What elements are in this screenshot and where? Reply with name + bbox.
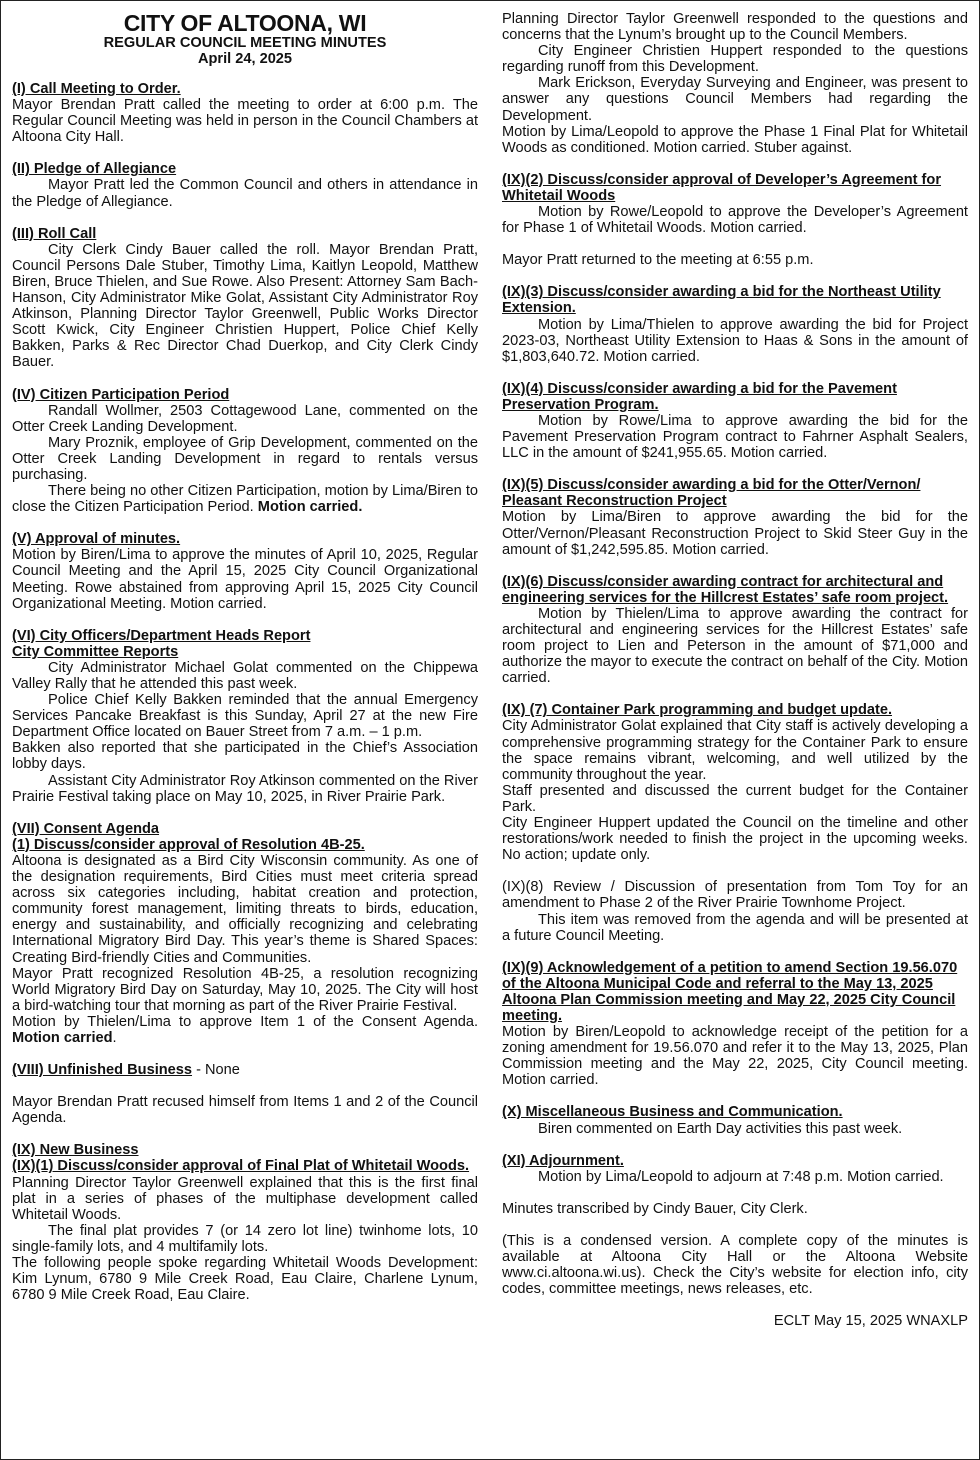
section-heading: (IX) (7) Container Park programming and budget update.	[502, 702, 893, 719]
section-citizen-participation	[12, 387, 478, 516]
paragraph: City Administrator Golat explained that City staff is actively developing a comprehensive programming strategy for the Container Park to ensure the space remains vibrant, welcoming, and well utilized by the community throughout the year.	[502, 718, 968, 783]
section-transcribed	[502, 1201, 968, 1217]
paragraph: Altoona is designated as a Bird City Wisconsin community. As one of the designation requirements, Bird Cities must meet criteria spread across six categories including, habitat creation and protection, community forest management, limiting threats to birds, education, energy and sustainability, and officially recognizing and celebrating International Migratory Bird Day. This year’s theme is Shared Spaces: Creating Bird-friendly Cities and Communities.	[12, 852, 478, 966]
paragraph: Biren commented on Earth Day activities this past week.	[538, 1120, 903, 1137]
section-petition-amend	[502, 960, 968, 1089]
section-condensed-note	[502, 1233, 968, 1297]
paragraph: City Engineer Christien Huppert responded to the questions regarding runoff from this Development.	[502, 43, 968, 76]
section-heading: (III) Roll Call	[12, 225, 97, 242]
meeting-date: April 24, 2025	[197, 51, 293, 67]
section-unfinished-business	[12, 1062, 478, 1078]
section-roll-call	[12, 226, 478, 371]
section-recusal	[12, 1094, 478, 1126]
paragraph: City Administrator Michael Golat commented on the Chippewa Valley Rally that he attended this past week.	[12, 659, 478, 692]
paragraph: Motion by Thielen/Lima to approve awarding the contract for architectural and engineering services for the Hillcrest Estates’ safe room project to Lien and Peterson in the amount of $71,000 and authorize the mayor to execute the contract on behalf of the City. Motion carried.	[502, 605, 968, 687]
paragraph: Police Chief Kelly Bakken reminded that the annual Emergency Services Pancake Breakfast is this Sunday, April 27 at the new Fire Department Office located on Bauer Street from 7 a.m. – 1 p.m.	[12, 692, 478, 741]
paragraph	[12, 1062, 478, 1078]
section-heading: (IX) New Business	[12, 1142, 139, 1159]
section-heading: (IV) Citizen Participation Period	[12, 386, 230, 403]
section-heading: (IX)(3) Discuss/consider awarding a bid for the Northeast Utility Extension.	[502, 284, 941, 317]
paragraph: City Engineer Huppert updated the Council on the timeline and other restorations/work needed to finish the project in the upcoming weeks. No action; update only.	[502, 815, 968, 864]
paragraph: Mary Proznik, employee of Grip Development, commented on the Otter Creek Landing Development in regard to rentals versus purchasing.	[12, 434, 478, 483]
paragraph-text: Motion by Thielen/Lima to approve Item 1 of the Consent Agenda.	[12, 1013, 478, 1030]
page-title: CITY OF ALTOONA, WI	[123, 10, 367, 36]
section-heading: (VIII) Unfinished Business	[12, 1062, 193, 1079]
paragraph: Minutes transcribed by Cindy Bauer, City Clerk.	[502, 1200, 808, 1217]
section-heading: (IX)(4) Discuss/consider awarding a bid for the Pavement Preservation Program.	[502, 380, 897, 413]
section-heading: (IX)(2) Discuss/consider approval of Developer’s Agreement for Whitetail Woods	[502, 171, 942, 204]
paragraph: Motion by Thielen/Lima to approve Item 1 of the Consent Agenda. Motion carried.	[12, 1013, 478, 1046]
section-northeast-utility	[502, 284, 968, 364]
section-otter-vernon-pleasant	[502, 477, 968, 557]
section-miscellaneous	[502, 1104, 968, 1136]
masthead	[12, 11, 478, 67]
section-heading: (X) Miscellaneous Business and Communication.	[502, 1104, 843, 1121]
paragraph: Motion by Lima/Leopold to approve the Phase 1 Final Plat for Whitetail Woods as conditioned. Motion carried. Stuber against.	[502, 123, 968, 156]
section-heading: (V) Approval of minutes.	[12, 531, 181, 548]
paragraph: Motion by Rowe/Lima to approve awarding the bid for the Pavement Preservation Program contract to Fahrner Asphalt Sealers, LLC in the amount of $241,955.65. Motion carried.	[502, 412, 968, 462]
section-subheading: City Committee Reports	[12, 643, 179, 660]
section-heading: (IX)(9) Acknowledgement of a petition to amend Section 19.56.070 of the Altoona Municipal Code and referral to the May 13, 2025 Altoona Plan Commission meeting and May 22, 2025 City Council meeting.	[502, 959, 958, 1024]
section-heading: (II) Pledge of Allegiance	[12, 161, 177, 178]
paragraph: Staff presented and discussed the current budget for the Container Park.	[502, 782, 968, 815]
section-subheading: (1) Discuss/consider approval of Resolution 4B-25.	[12, 836, 365, 853]
paragraph: Assistant City Administrator Roy Atkinson commented on the River Prairie Festival taking place on May 10, 2025, in River Prairie Park.	[12, 772, 478, 805]
paragraph: Motion by Lima/Leopold to adjourn at 7:48 p.m. Motion carried.	[538, 1168, 944, 1185]
paragraph: Mayor Brendan Pratt called the meeting to order at 6:00 p.m. The Regular Council Meeting was held in person in the Council Chambers at Altoona City Hall.	[12, 97, 478, 146]
section-hillcrest-safe-room	[502, 574, 968, 687]
right-column	[502, 11, 968, 1459]
paragraph: Mayor Pratt recognized Resolution 4B-25, a resolution recognizing World Migratory Bird Day on Saturday, May 10, 2025. The City will host a bird-watching tour that morning as part of the River Prairie Festival.	[12, 965, 478, 1014]
section-subheading: (IX)(1) Discuss/consider approval of Final Plat of Whitetail Woods.	[12, 1158, 470, 1175]
paragraph: Motion by Rowe/Leopold to approve the Developer’s Agreement for Phase 1 of Whitetail Woods. Motion carried.	[502, 204, 968, 237]
section-officers-report	[12, 628, 478, 805]
section-heading-suffix: - None	[192, 1062, 240, 1079]
paragraph: Motion by Lima/Thielen to approve awarding the bid for Project 2023-03, Northeast Utility Extension to Haas & Sons in the amount of $1,803,640.72. Motion carried.	[502, 316, 968, 365]
paragraph-text: There being no other Citizen Participation, motion by Lima/Biren to close the Citizen Participation Period.	[12, 483, 478, 516]
paragraph: City Clerk Cindy Bauer called the roll. Mayor Brendan Pratt, Council Persons Dale Stuber, Timothy Lima, Kaitlyn Leopold, Matthew Biren, Bruce Thielen, and Sue Rowe. Also Present: Attorney Sam Bach-Hanson, City Administrator Mike Golat, Assistant City Administrator Roy Atkinson, Planning Director Taylor Greenwell, Public Works Director Scott Kwick, City Engineer Christien Huppert, Police Chief Kelly Bakken, Parks & Rec Director Chad Duerkop, and City Clerk Cindy Bauer.	[12, 241, 478, 371]
paragraph: Mayor Pratt led the Common Council and others in attendance in the Pledge of Allegiance.	[12, 177, 478, 210]
paragraph: Motion by Biren/Leopold to acknowledge receipt of the petition for a zoning amendment for 19.56.070 and refer it to the May 13, 2025, Plan Commission meeting and the May 22, 2025, City Council meeting. Motion carried.	[502, 1024, 968, 1089]
paragraph: Planning Director Taylor Greenwell explained that this is the first final plat in a series of phases of the multiphase development called Whitetail Woods.	[12, 1174, 478, 1223]
section-call-to-order	[12, 81, 478, 145]
section-adjournment	[502, 1153, 968, 1185]
section-pledge	[12, 161, 478, 209]
publication-line: ECLT May 15, 2025 WNAXLP	[773, 1313, 968, 1330]
section-heading: (IX)(6) Discuss/consider awarding contract for architectural and engineering services for the Hillcrest Estates’ safe room project.	[502, 573, 949, 606]
paragraph: Mayor Brendan Pratt recused himself from Items 1 and 2 of the Council Agenda.	[12, 1094, 478, 1127]
section-heading: (VI) City Officers/Department Heads Report	[12, 627, 311, 644]
paragraph: The following people spoke regarding Whitetail Woods Development: Kim Lynum, 6780 9 Mile Creek Road, Eau Claire, Charlene Lynum, 6780 9 Mile Creek Road, Eau Claire.	[12, 1255, 478, 1304]
section-new-business-continued	[502, 11, 968, 156]
motion-result: Motion carried	[12, 1029, 113, 1046]
motion-result: Motion carried.	[257, 499, 363, 516]
paragraph: Motion by Lima/Biren to approve awarding the bid for the Otter/Vernon/Pleasant Reconstruction Project to Skid Steer Guy in the amount of $1,242,595.85. Motion carried.	[502, 509, 968, 558]
paragraph: Motion by Biren/Lima to approve the minutes of April 10, 2025, Regular Council Meeting and the April 15, 2025 City Council Organizational Meeting. Rowe abstained from approving April 15, 2025 City Council Organizational Meeting. Motion carried.	[12, 547, 478, 612]
section-heading: (IX)(5) Discuss/consider awarding a bid for the Otter/Vernon/ Pleasant Reconstruction Project	[502, 477, 921, 510]
paragraph: Bakken also reported that she participated in the Chief’s Association lobby days.	[12, 740, 478, 773]
paragraph: Mark Erickson, Everyday Surveying and Engineer, was present to answer any questions Council Members had regarding the Development.	[502, 75, 968, 124]
section-river-prairie-townhome	[502, 879, 968, 943]
paragraph: This item was removed from the agenda and will be presented at a future Council Meeting.	[502, 911, 968, 944]
left-column	[12, 11, 478, 1459]
paragraph	[12, 483, 478, 515]
section-new-business	[12, 1142, 478, 1303]
paragraph: Randall Wollmer, 2503 Cottagewood Lane, commented on the Otter Creek Landing Development.	[12, 402, 478, 435]
paragraph: (This is a condensed version. A complete copy of the minutes is available at Altoona City Hall or the Altoona Website www.ci.altoona.wi.us). Check the City’s website for election info, city codes, committee meetings, news releases, etc.	[502, 1232, 968, 1298]
paragraph: The final plat provides 7 (or 14 zero lot line) twinhome lots, 10 single-family lots, and 4 multifamily lots.	[12, 1222, 478, 1255]
paragraph: (IX)(8) Review / Discussion of presentation from Tom Toy for an amendment to Phase 2 of the River Prairie Townhome Project.	[502, 879, 968, 912]
section-mayor-returned	[502, 252, 968, 268]
section-developers-agreement	[502, 172, 968, 236]
paragraph: Planning Director Taylor Greenwell responded to the questions and concerns that the Lynum’s brought up to the Council Members.	[502, 11, 968, 44]
section-consent-agenda	[12, 821, 478, 1046]
section-pavement-preservation	[502, 381, 968, 461]
section-heading: (VII) Consent Agenda	[12, 820, 160, 837]
section-container-park	[502, 702, 968, 863]
section-approval-of-minutes	[12, 531, 478, 611]
section-heading: (I) Call Meeting to Order.	[12, 81, 181, 97]
page-subtitle: REGULAR COUNCIL MEETING MINUTES	[103, 35, 387, 51]
section-heading: (XI) Adjournment.	[502, 1152, 624, 1169]
paragraph: Mayor Pratt returned to the meeting at 6:55 p.m.	[502, 252, 814, 269]
